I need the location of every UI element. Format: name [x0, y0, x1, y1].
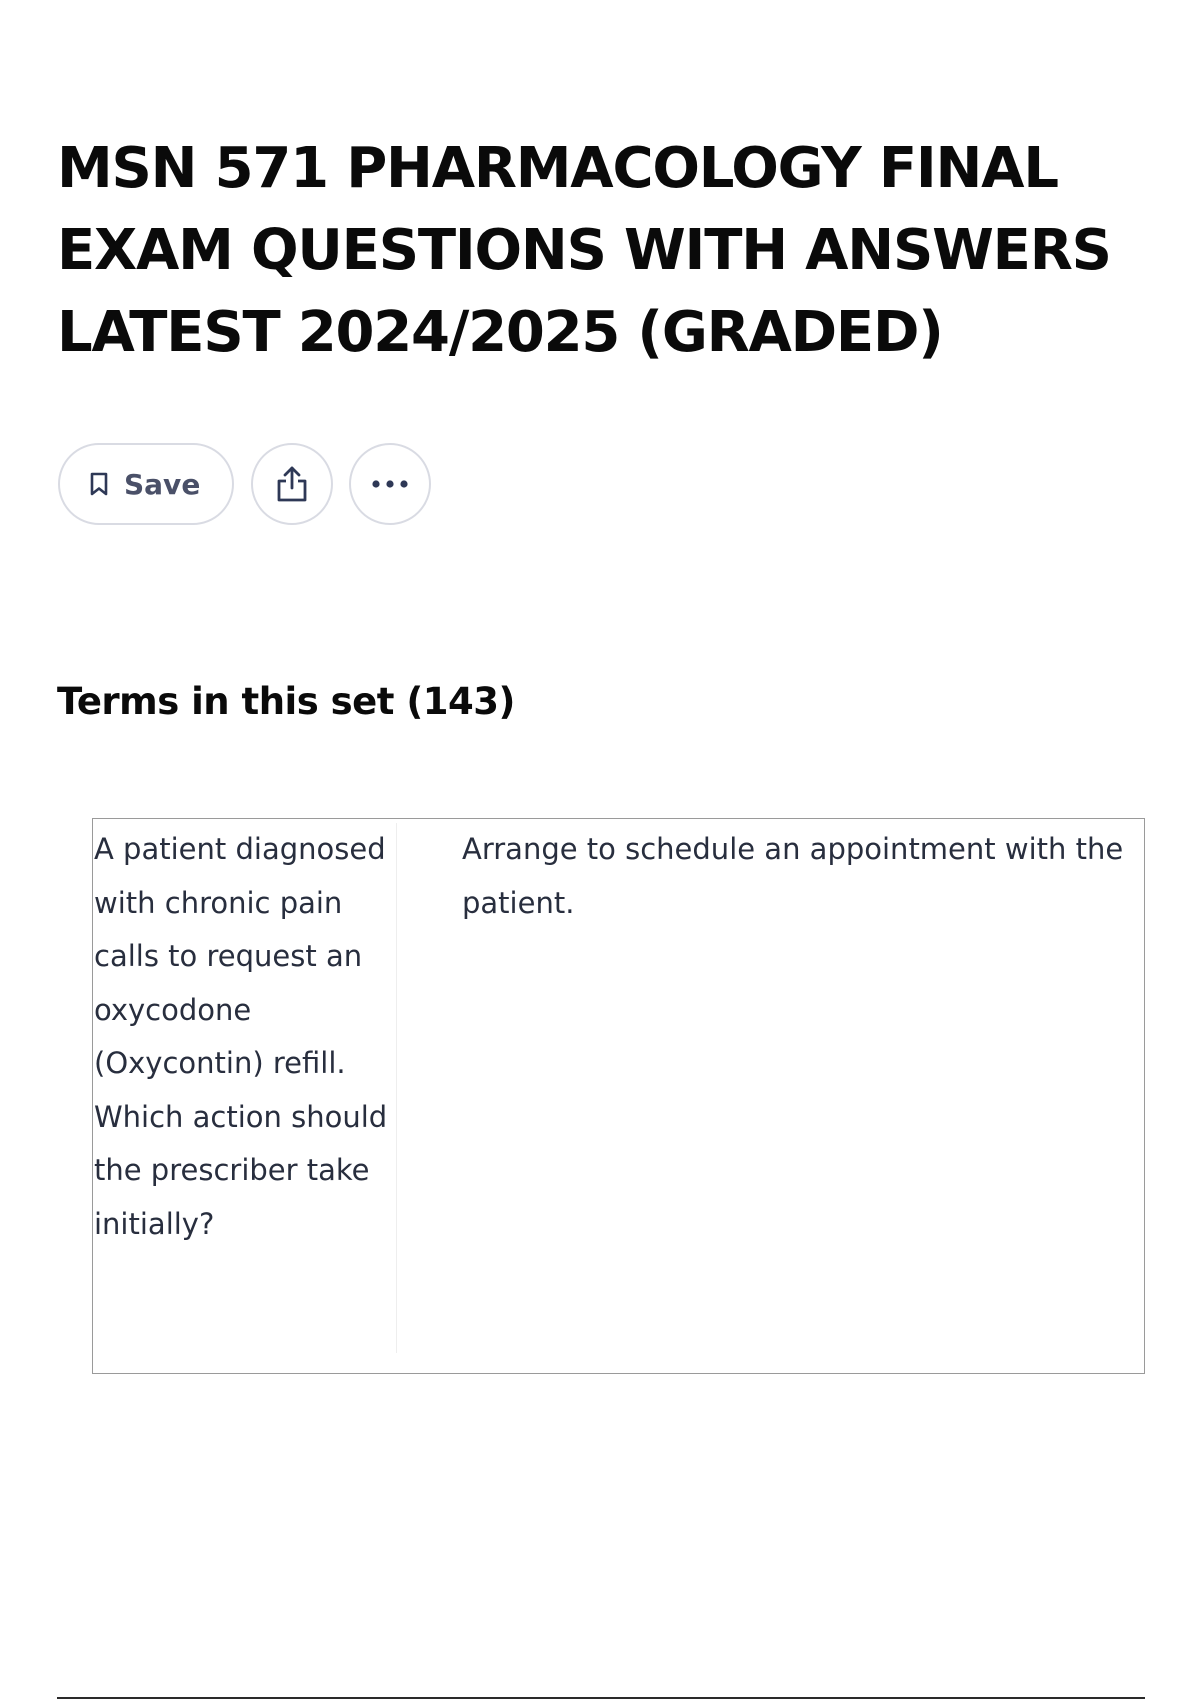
page-title: MSN 571 PHARMACOLOGY FINAL EXAM QUESTIONS WITH ANSWERS LATEST 2024/2025 (GRADED)	[57, 136, 1111, 365]
share-button[interactable]	[251, 443, 333, 525]
terms-heading: Terms in this set (143)	[57, 680, 515, 723]
term-card	[92, 818, 1145, 1374]
more-options-button[interactable]	[349, 443, 431, 525]
action-toolbar	[58, 443, 431, 525]
definition-text: Arrange to schedule an appointment with the patient.	[462, 832, 1124, 920]
share-icon	[275, 465, 309, 503]
bookmark-icon	[90, 472, 108, 496]
save-button[interactable]	[58, 443, 234, 525]
save-button-label: Save	[124, 467, 201, 501]
term-text: A patient diagnosed with chronic pain calls to request an oxycodone (Oxycontin) refill. Which action should the prescriber take initially?	[93, 823, 397, 1353]
more-options-icon	[370, 479, 410, 489]
divider	[57, 1697, 1145, 1699]
